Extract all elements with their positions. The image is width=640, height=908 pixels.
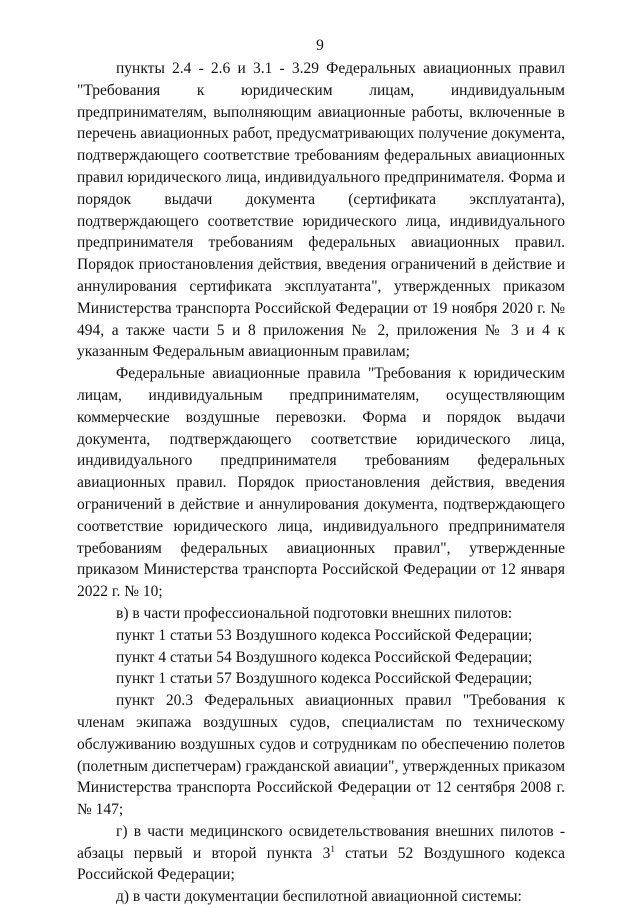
medical-text-before: г) в части медицинского освидетельствования внешних пилотов - абзацы первый и второй пункта 3: [77, 822, 565, 862]
medical-text-after: статьи 52 Воздушного кодекса Российской Федерации;: [77, 844, 565, 884]
paragraph-pilot-training-heading: в) в части профессиональной подготовки внешних пилотов:: [116, 604, 513, 622]
paragraph-article-54: пункт 4 статьи 54 Воздушного кодекса Российской Федерации;: [116, 648, 533, 666]
paragraph-medical-examination: [77, 821, 565, 886]
page-number: 9: [316, 37, 324, 54]
document-body: [77, 58, 565, 908]
superscript-1: 1: [330, 843, 335, 854]
paragraph-crew-requirements: пункт 20.3 Федеральных авиационных правил "Требования к членам экипажа воздушных судов, специалистам по техническому обслуживанию воздушных судов и сотрудникам по обеспечению полетов (полетным диспетчерам) гражданской авиации", утвержденных приказом Министерства транспорта Российской Федерации от 12 сентября 2008 г. № 147;: [77, 692, 565, 819]
paragraph-documentation-heading: д) в части документации беспилотной авиационной системы:: [116, 888, 522, 906]
paragraph-article-53: пункт 1 статьи 53 Воздушного кодекса Российской Федерации;: [116, 626, 533, 644]
paragraph-commercial-transport-rules: Федеральные авиационные правила "Требования к юридическим лицам, индивидуальным предпринимателям, осуществляющим коммерческие воздушные перевозки. Форма и порядок выдачи документа, подтверждающего соответствие юридического лица, индивидуального предпринимателя требованиям федеральных авиационных правил. Порядок приостановления действия, введения ограничений в действие и аннулирования документа, подтверждающего соответствие юридического лица, индивидуального предпринимателя требованиям федеральных авиационных правил", утвержденные приказом Министерства транспорта Российской Федерации от 12 января 2022 г. № 10;: [77, 365, 565, 601]
paragraph-article-57: пункт 1 статьи 57 Воздушного кодекса Российской Федерации;: [116, 670, 533, 688]
paragraph-operator-certificate-rules: пункты 2.4 - 2.6 и 3.1 - 3.29 Федеральных авиационных правил "Требования к юридическим лицам, индивидуальным предпринимателям, выполняющим авиационные работы, включенные в перечень авиационных работ, предусматривающих получение документа, подтверждающего соответствие требованиям федеральных авиационных правил юридического лица, индивидуального предпринимателя. Форма и порядок выдачи документа (сертификата эксплуатанта), подтверждающего соответствие юридического лица, индивидуального предпринимателя требованиям федеральных авиационных правил. Порядок приостановления действия, введения ограничений в действие и аннулирования сертификата эксплуатанта", утвержденных приказом Министерства транспорта Российской Федерации от 19 ноября 2020 г. № 494, а также части 5 и 8 приложения № 2, приложения № 3 и 4 к указанным Федеральным авиационным правилам;: [77, 60, 565, 361]
